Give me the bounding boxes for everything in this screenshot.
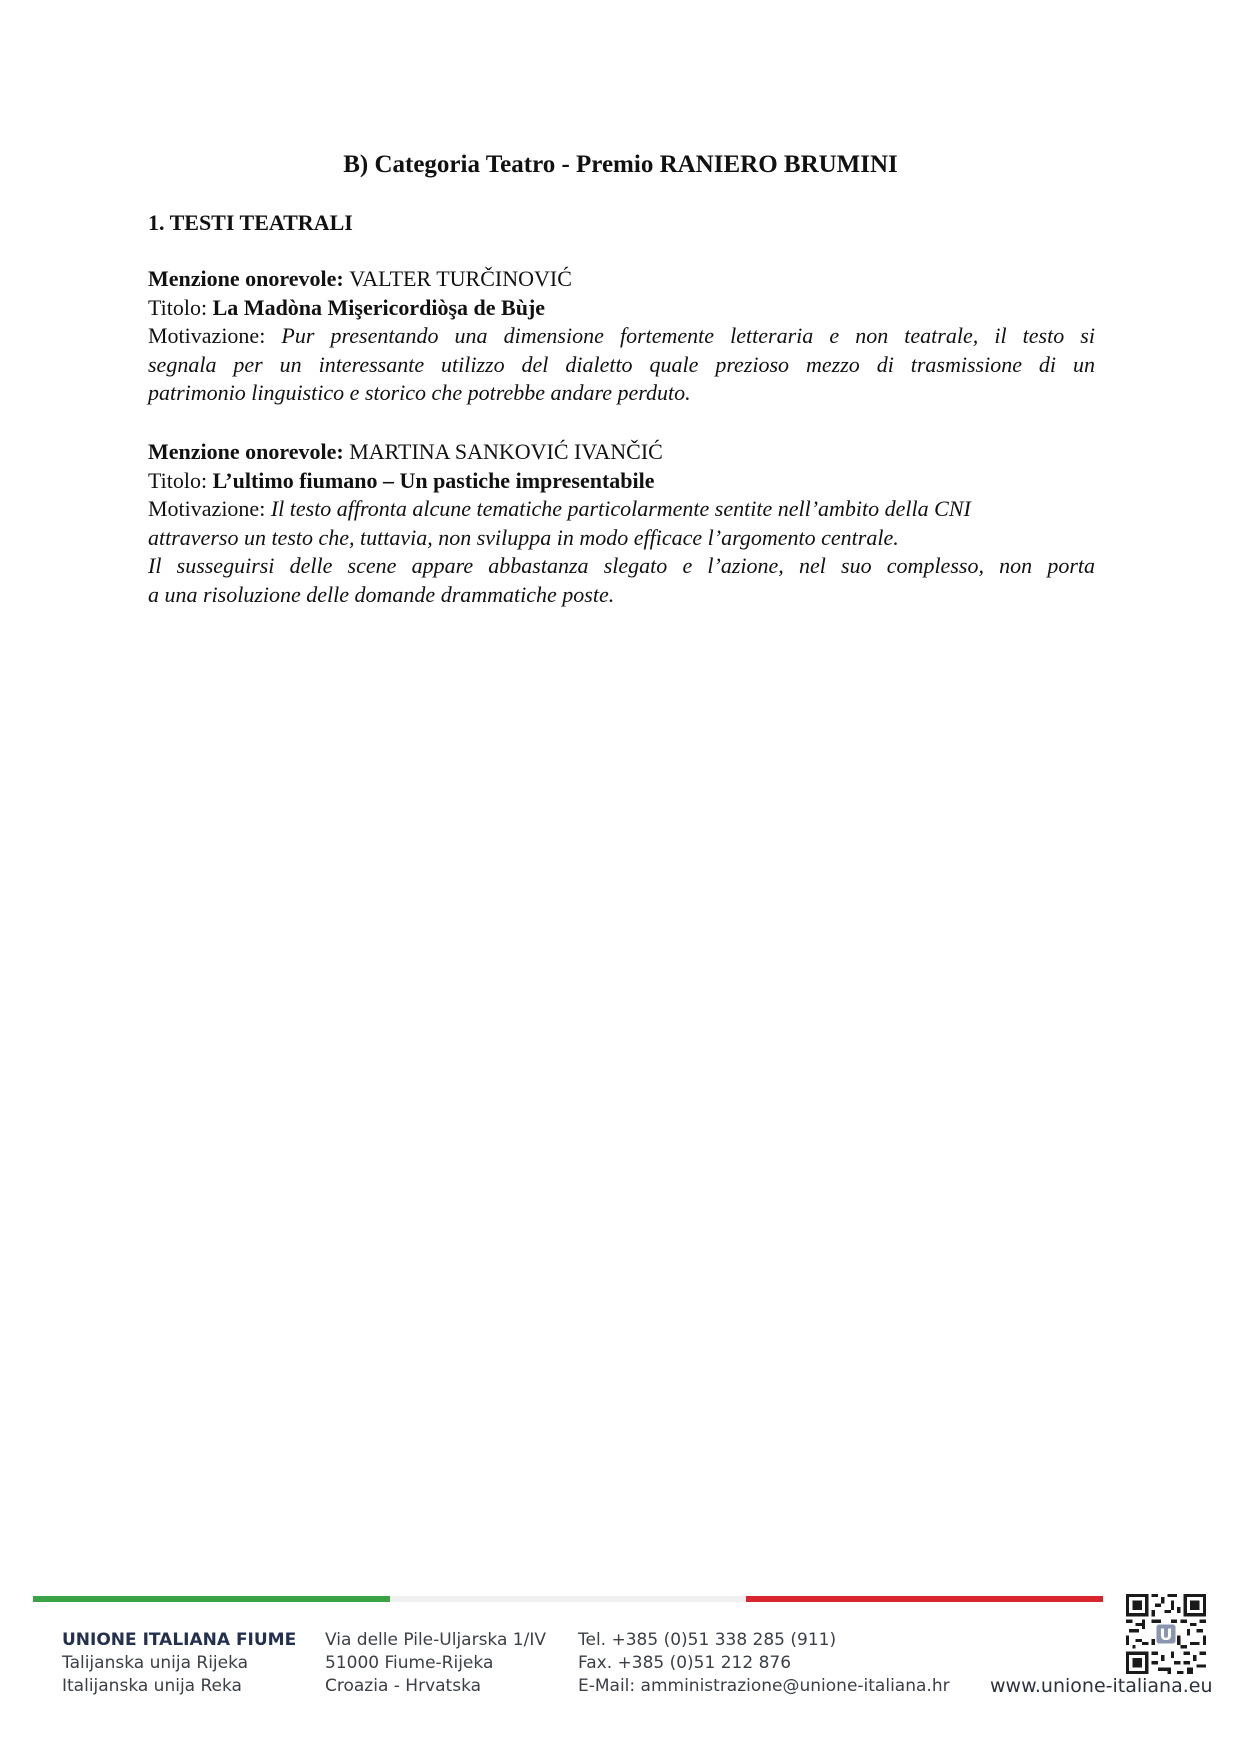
motivation-text: a una risoluzione delle domande drammatiche poste. <box>148 581 615 607</box>
footer-bar-green <box>33 1596 390 1602</box>
organization-name-croatian: Talijanska unija Rijeka <box>62 1653 249 1673</box>
title-label: Titolo: <box>148 294 213 320</box>
motivation-text: Il testo affronta alcune tematiche particolarmente sentite nell’ambito della CNI <box>270 496 971 521</box>
contact-fax: Fax. +385 (0)51 212 876 <box>578 1653 792 1673</box>
footer-tricolor-bar <box>33 1596 1103 1602</box>
footer-bar-red <box>746 1596 1103 1602</box>
footer-organization <box>62 1629 296 1698</box>
organization-name: UNIONE ITALIANA FIUME <box>62 1630 297 1650</box>
footer-contact <box>578 1629 950 1698</box>
work-title: L’ultimo fiumano – Un pastiche impresentabile <box>212 467 655 493</box>
address-country: Croazia - Hrvatska <box>325 1676 482 1696</box>
motivation-text: Pur presentando una dimensione fortemente letteraria e non teatrale, il testo si <box>281 323 1095 348</box>
work-title: La Madòna Mişericordiòşa de Bùje <box>212 294 546 320</box>
award-entry <box>148 438 1095 609</box>
motivation-text: attraverso un testo che, tuttavia, non sviluppa in modo efficace l’argomento centrale. <box>148 524 899 550</box>
mention-label: Menzione onorevole: <box>148 439 350 464</box>
mention-label: Menzione onorevole: <box>148 266 350 291</box>
organization-name-slovenian: Italijanska unija Reka <box>62 1676 242 1696</box>
motivation-line <box>148 495 1095 524</box>
motivation-text: patrimonio linguistico e storico che potrebbe andare perduto. <box>148 380 691 405</box>
mention-line <box>148 438 1095 467</box>
footer-bar-white <box>390 1596 747 1602</box>
mention-name: MARTINA SANKOVIĆ IVANČIĆ <box>349 439 663 464</box>
title-line <box>148 467 1095 496</box>
mention-name: VALTER TURČINOVIĆ <box>349 266 572 291</box>
page-title: B) Categoria Teatro - Premio RANIERO BRUMINI <box>343 151 898 178</box>
award-entry <box>148 265 1095 408</box>
motivation-label: Motivazione: <box>148 496 271 521</box>
contact-phone: Tel. +385 (0)51 338 285 (911) <box>578 1630 837 1650</box>
address-street: Via delle Pile-Uljarska 1/IV <box>325 1630 546 1650</box>
contact-email[interactable]: E-Mail: amministrazione@unione-italiana.hr <box>578 1676 950 1696</box>
motivation-line <box>148 322 1095 351</box>
mention-line <box>148 265 1095 294</box>
svg-text:U: U <box>1159 1624 1173 1644</box>
qr-code-icon[interactable] <box>1126 1594 1206 1674</box>
section-heading: 1. TESTI TEATRALI <box>148 210 353 235</box>
motivation-text: segnala per un interessante utilizzo del dialetto quale prezioso mezzo di trasmissione di un <box>148 351 1095 377</box>
title-label: Titolo: <box>148 467 213 493</box>
footer-address <box>325 1629 546 1698</box>
motivation-label: Motivazione: <box>148 323 282 348</box>
motivation-text: Il susseguirsi delle scene appare abbastanza slegato e l’azione, nel suo complesso, non porta <box>148 553 1095 578</box>
website-link[interactable]: www.unione-italiana.eu <box>990 1675 1213 1697</box>
address-city: 51000 Fiume-Rijeka <box>325 1653 494 1673</box>
title-line <box>148 294 1095 323</box>
